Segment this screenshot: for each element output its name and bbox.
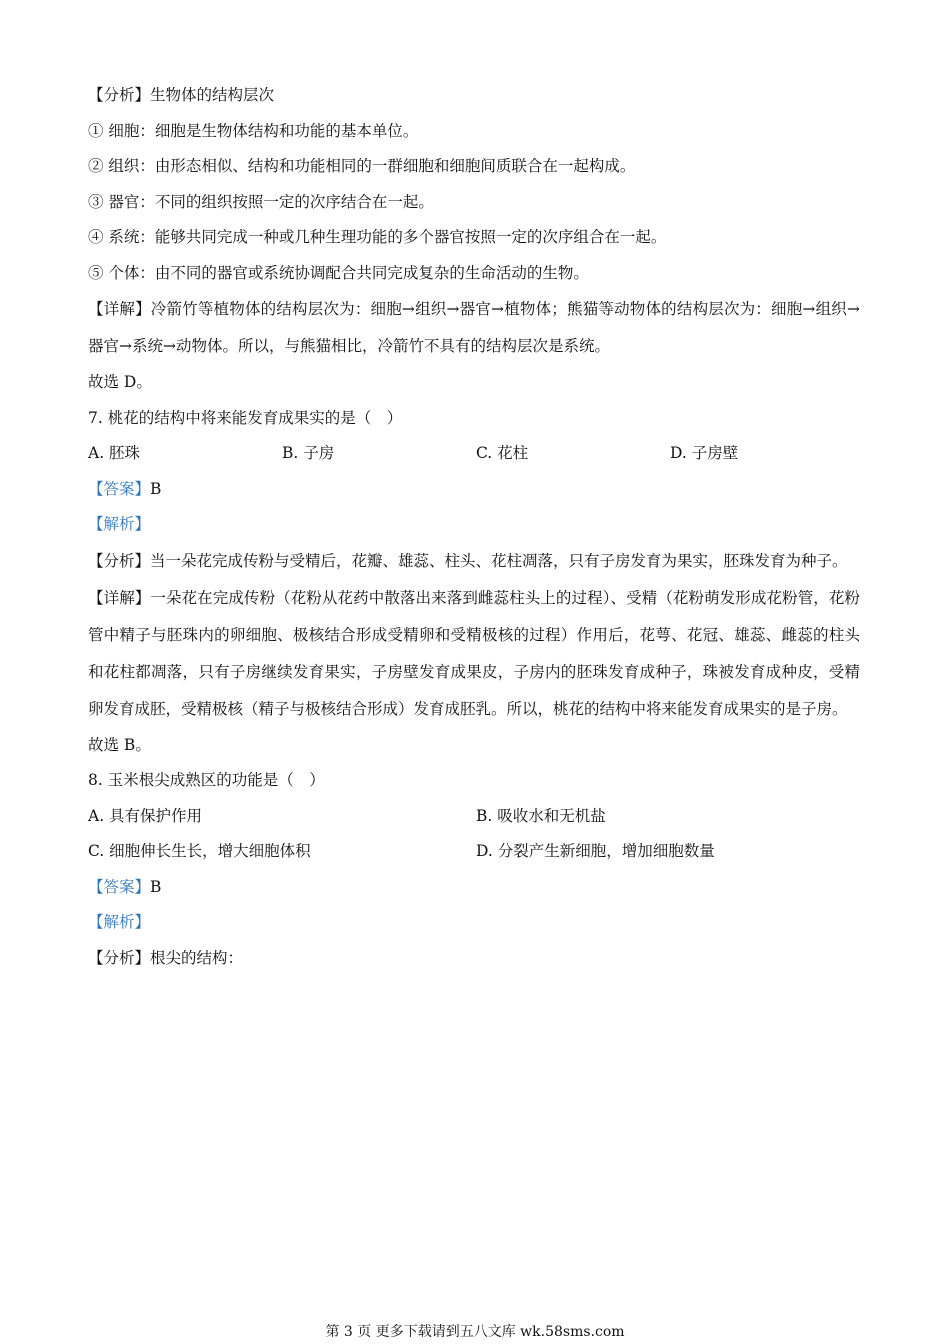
answer-line bbox=[88, 870, 860, 906]
analysis-paragraph: 【分析】当一朵花完成传粉与受精后，花瓣、雄蕊、柱头、花柱凋落，只有子房发育为果实，胚珠发育为种子。 bbox=[88, 551, 848, 570]
conclusion: 故选 D。 bbox=[88, 373, 152, 391]
detail-paragraph: 【详解】冷箭竹等植物体的结构层次为：细胞→组织→器官→植物体；熊猫等动物体的结构层次为：细胞→组织→器官→系统→动物体。所以，与熊猫相比，冷箭竹不具有的结构层次是系统。 bbox=[88, 300, 860, 355]
explain-tag: 【解析】 bbox=[88, 913, 151, 931]
explain-tag: 【解析】 bbox=[88, 515, 151, 533]
analysis-item: ① 细胞：细胞是生物体结构和功能的基本单位。 bbox=[88, 121, 419, 140]
option-a: A. 具有保护作用 bbox=[88, 806, 203, 825]
answer-value: B bbox=[150, 479, 162, 498]
analysis-header: 【分析】生物体的结构层次 bbox=[88, 86, 275, 104]
answer-tag: 【答案】 bbox=[88, 877, 151, 896]
analysis-item: ⑤ 个体：由不同的器官或系统协调配合共同完成复杂的生命活动的生物。 bbox=[88, 263, 589, 282]
question-8-options-row-2 bbox=[88, 834, 860, 870]
analysis-item: ② 组织：由形态相似、结构和功能相同的一群细胞和细胞间质联合在一起构成。 bbox=[88, 157, 636, 175]
option-d: D. 子房壁 bbox=[670, 444, 739, 462]
conclusion: 故选 B。 bbox=[88, 735, 151, 754]
question-8-stem: 8. 玉米根尖成熟区的功能是（ ） bbox=[88, 771, 325, 789]
answer-line bbox=[88, 472, 860, 508]
page-footer: 第 3 页 更多下载请到五八文库 wk.58sms.com bbox=[325, 1324, 625, 1340]
analysis-item: ③ 器官：不同的组织按照一定的次序结合在一起。 bbox=[88, 192, 434, 211]
option-d: D. 分裂产生新细胞，增加细胞数量 bbox=[476, 842, 715, 860]
detail-paragraph: 【详解】一朵花在完成传粉（花粉从花药中散落出来落到雌蕊柱头上的过程）、受精（花粉萌发形成花粉管，花粉管中精子与胚珠内的卵细胞、极核结合形成受精卵和受精极核的过程）作用后，花萼、花冠、雄蕊、雌蕊的柱头和花柱都凋落，只有子房继续发育果实，子房壁发育成果皮，子房内的胚珠发育成种子，珠被发育成种皮，受精卵发育成胚，受精极核（精子与极核结合形成）发育成胚乳。所以，桃花的结构中将来能发育成果实的是子房。 bbox=[88, 588, 860, 718]
answer-value: B bbox=[150, 877, 162, 896]
page-content bbox=[88, 78, 860, 976]
analysis-paragraph: 【分析】根尖的结构： bbox=[88, 948, 244, 967]
option-c: C. 细胞伸长生长，增大细胞体积 bbox=[88, 842, 311, 860]
option-b: B. 子房 bbox=[282, 444, 335, 462]
answer-tag: 【答案】 bbox=[88, 479, 151, 498]
question-7-stem: 7. 桃花的结构中将来能发育成果实的是（ ） bbox=[88, 408, 403, 427]
analysis-item: ④ 系统：能够共同完成一种或几种生理功能的多个器官按照一定的次序组合在一起。 bbox=[88, 228, 667, 246]
option-c: C. 花柱 bbox=[476, 444, 529, 462]
question-8-options-row-1 bbox=[88, 799, 860, 835]
question-7-options bbox=[88, 436, 860, 472]
option-b: B. 吸收水和无机盐 bbox=[476, 806, 606, 825]
option-a: A. 胚珠 bbox=[88, 444, 141, 462]
